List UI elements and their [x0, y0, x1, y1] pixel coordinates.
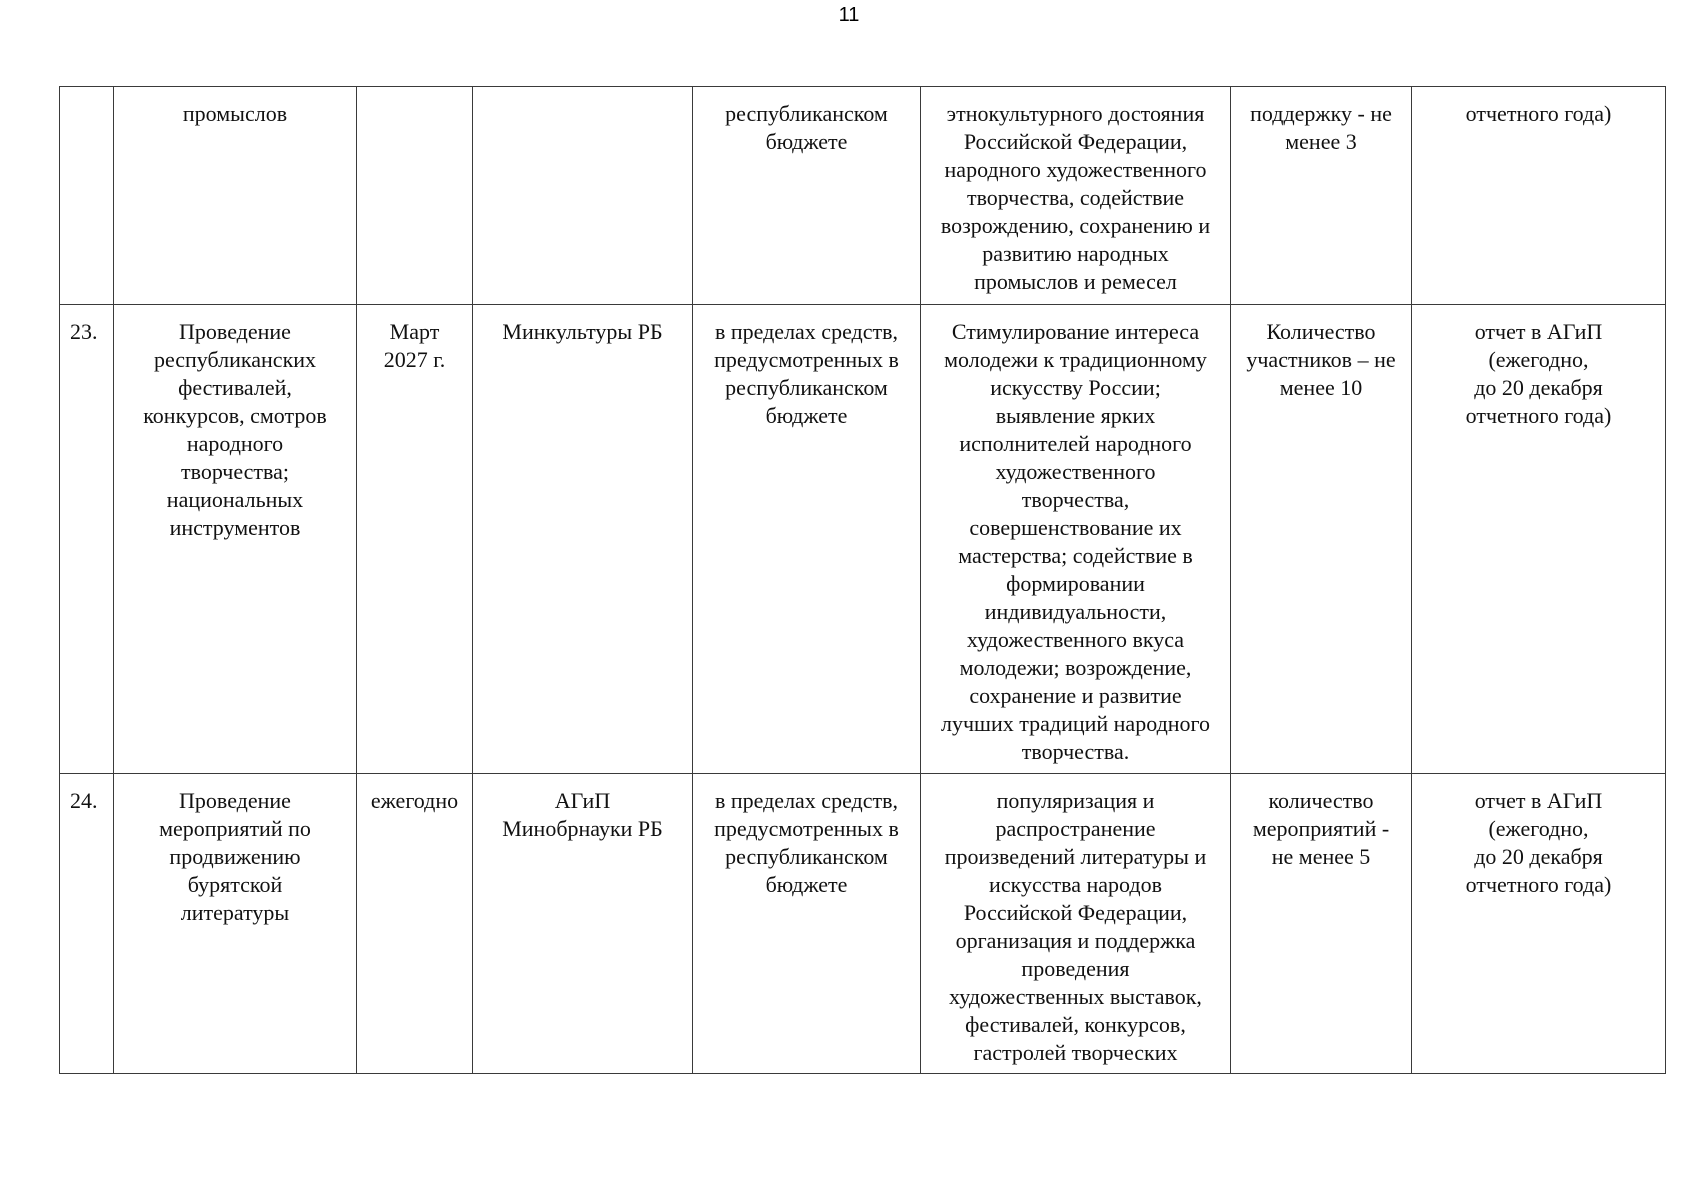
plan-table: [59, 86, 1666, 1074]
report-form-cell: отчетного года): [1412, 87, 1666, 305]
term-cell: [357, 87, 473, 305]
expected-result-cell: этнокультурного достояния Российской Федерации, народного художественного творчества, содействие возрождению, сохранению и развитию народных промыслов и ремесел: [921, 87, 1231, 305]
term-cell: ежегодно: [357, 774, 473, 1074]
report-form-cell: отчет в АГиП (ежегодно, до 20 декабря отчетного года): [1412, 305, 1666, 774]
table-row: [60, 305, 1666, 774]
funding-cell: в пределах средств, предусмотренных в республиканском бюджете: [693, 774, 921, 1074]
expected-result-cell: Стимулирование интереса молодежи к традиционному искусству России; выявление ярких исполнителей народного художественного творчества, совершенствование их мастерства; содействие в формировании индивидуальности, художественного вкуса молодежи; возрождение, сохранение и развитие лучших традиций народного творчества.: [921, 305, 1231, 774]
table-row: [60, 774, 1666, 1074]
row-number-cell: 23.: [60, 305, 114, 774]
funding-cell: в пределах средств, предусмотренных в республиканском бюджете: [693, 305, 921, 774]
row-number-cell: 24.: [60, 774, 114, 1074]
report-form-cell: отчет в АГиП (ежегодно, до 20 декабря отчетного года): [1412, 774, 1666, 1074]
indicator-cell: Количество участников – не менее 10: [1231, 305, 1412, 774]
event-cell: Проведение мероприятий по продвижению бурятской литературы: [114, 774, 357, 1074]
responsible-cell: [473, 87, 693, 305]
event-cell: промыслов: [114, 87, 357, 305]
event-cell: Проведение республиканских фестивалей, конкурсов, смотров народного творчества; национальных инструментов: [114, 305, 357, 774]
term-cell: Март 2027 г.: [357, 305, 473, 774]
row-number-cell: [60, 87, 114, 305]
responsible-cell: АГиП Минобрнауки РБ: [473, 774, 693, 1074]
indicator-cell: поддержку - не менее 3: [1231, 87, 1412, 305]
funding-cell: республиканском бюджете: [693, 87, 921, 305]
responsible-cell: Минкультуры РБ: [473, 305, 693, 774]
expected-result-cell: популяризация и распространение произведений литературы и искусства народов Российской Федерации, организация и поддержка проведения художественных выставок, фестивалей, конкурсов, гастролей творческих: [921, 774, 1231, 1074]
table-row: [60, 87, 1666, 305]
indicator-cell: количество мероприятий - не менее 5: [1231, 774, 1412, 1074]
page-number: 11: [838, 4, 860, 26]
